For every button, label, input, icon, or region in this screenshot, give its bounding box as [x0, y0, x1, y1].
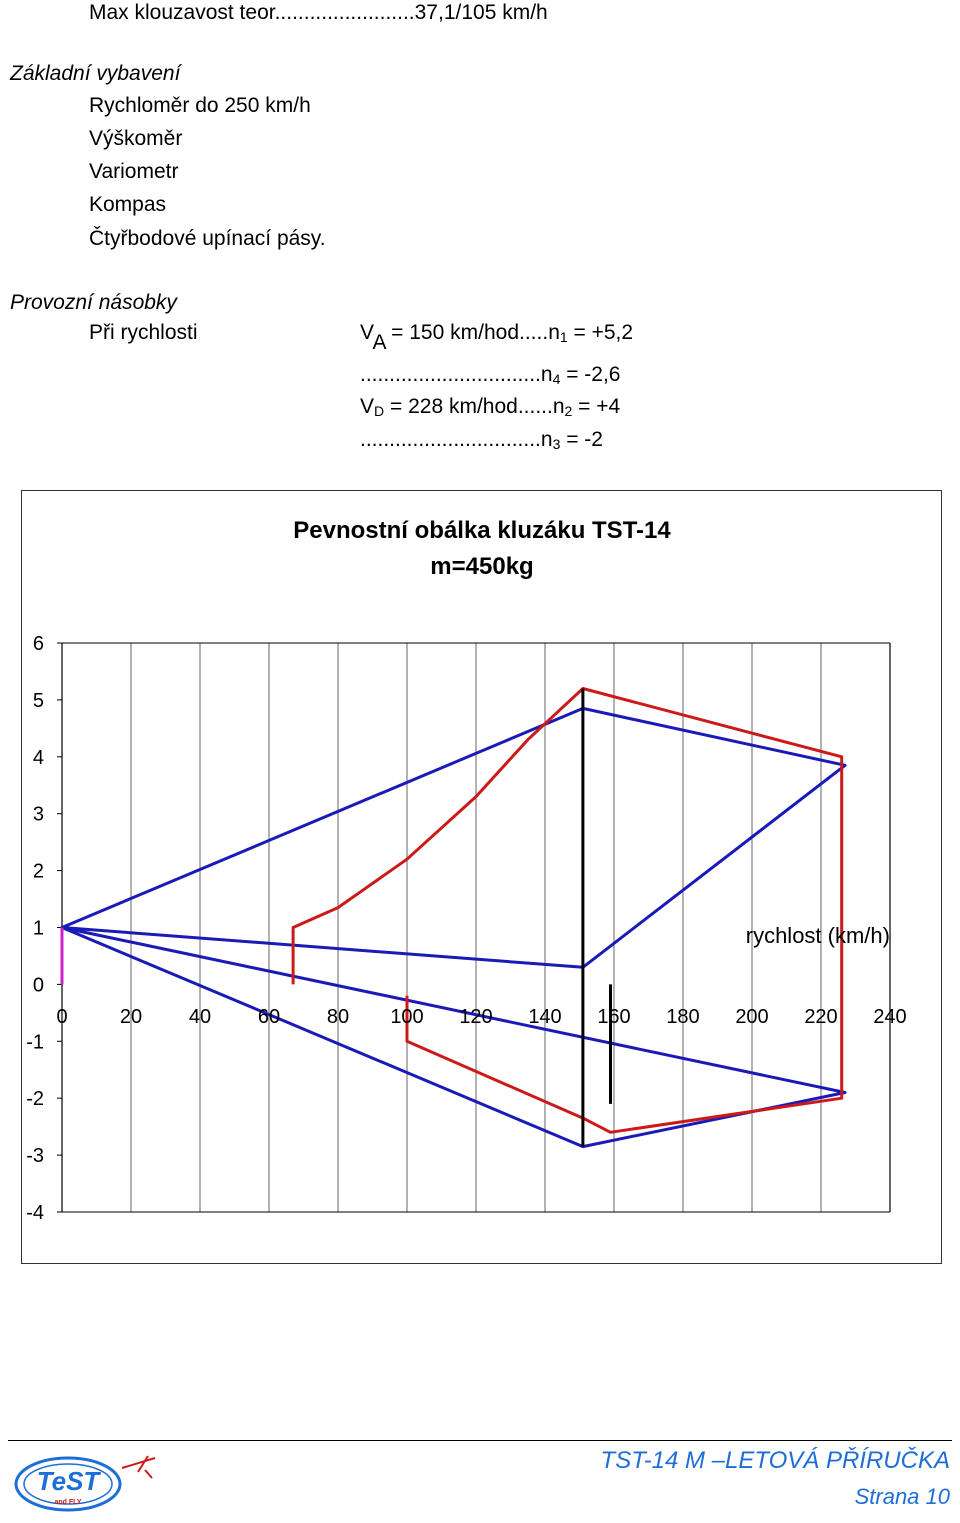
series-blue-envelope — [62, 708, 845, 1146]
y-tick-label: -4 — [26, 1202, 44, 1224]
x-tick-label: 20 — [119, 1006, 143, 1028]
x-tick-label: 240 — [873, 1006, 907, 1028]
load-factor-row: VA = 150 $km/hod.....n_1 = +5,2$ — [360, 321, 634, 354]
chart-subtitle: m=450kg — [430, 553, 534, 580]
load-factors-heading: Provozní násobky — [10, 291, 177, 314]
footer-rule — [8, 1440, 952, 1441]
equipment-heading: Základní vybavení — [10, 62, 181, 85]
y-tick-label: -1 — [26, 1031, 44, 1054]
test-logo — [10, 1450, 160, 1514]
y-tick-label: 6 — [32, 633, 44, 655]
x-tick-label: 60 — [257, 1006, 281, 1028]
equipment-item: Kompas — [89, 193, 167, 216]
x-tick-label: 40 — [188, 1006, 212, 1028]
logo-text: TeST — [36, 1466, 100, 1496]
footer-title: TST-14 M –LETOVÁ PŘÍRUČKA — [600, 1447, 950, 1474]
x-tick-label: 200 — [735, 1006, 769, 1028]
equipment-item: Rychloměr do 250 km/h — [89, 94, 311, 117]
chart-title: Pevnostní obálka kluzáku TST-14 — [293, 517, 671, 544]
max-glide-label: Max klouzavost teor. — [89, 1, 281, 24]
x-tick-label: 120 — [459, 1006, 493, 1028]
y-tick-label: 3 — [32, 803, 44, 826]
y-tick-label: 1 — [32, 917, 44, 940]
load-factor-row: $...............................n_4 = -2,6$ — [360, 363, 621, 387]
x-tick-label: 160 — [597, 1006, 631, 1028]
y-tick-label: -2 — [26, 1088, 44, 1111]
x-tick-label: 220 — [804, 1006, 838, 1028]
max-glide-value: 37,1/105 km/h — [414, 1, 548, 24]
equipment-item: Výškoměr — [89, 127, 183, 150]
load-factor-row: $V_D = 228$ $km/hod......n_2 = +4$ — [360, 395, 621, 419]
y-tick-label: 2 — [32, 860, 44, 883]
y-tick-label: 5 — [32, 689, 44, 712]
footer-page: Strana 10 — [854, 1484, 950, 1509]
x-tick-label: 180 — [666, 1006, 700, 1028]
x-axis-label: rychlost (km/h) — [745, 923, 890, 948]
load-factor-row: $...............................n_3 = -2$ — [360, 428, 603, 452]
x-tick-label: 80 — [326, 1006, 350, 1028]
x-tick-label: 140 — [528, 1006, 562, 1028]
max-glide-dots: ....................... — [280, 1, 415, 24]
y-tick-label: 0 — [32, 974, 44, 997]
equipment-item: Variometr — [89, 160, 179, 183]
y-tick-label: -3 — [26, 1145, 44, 1168]
load-factors-label: Při rychlosti — [89, 321, 198, 344]
x-tick-label: 100 — [390, 1006, 424, 1028]
y-tick-label: 4 — [32, 746, 44, 769]
equipment-item: Čtyřbodové upínací pásy. — [89, 227, 326, 250]
series-red-upper — [293, 689, 842, 1133]
x-tick-label: 0 — [56, 1006, 68, 1028]
logo-subtext: and FLY — [54, 1499, 82, 1506]
